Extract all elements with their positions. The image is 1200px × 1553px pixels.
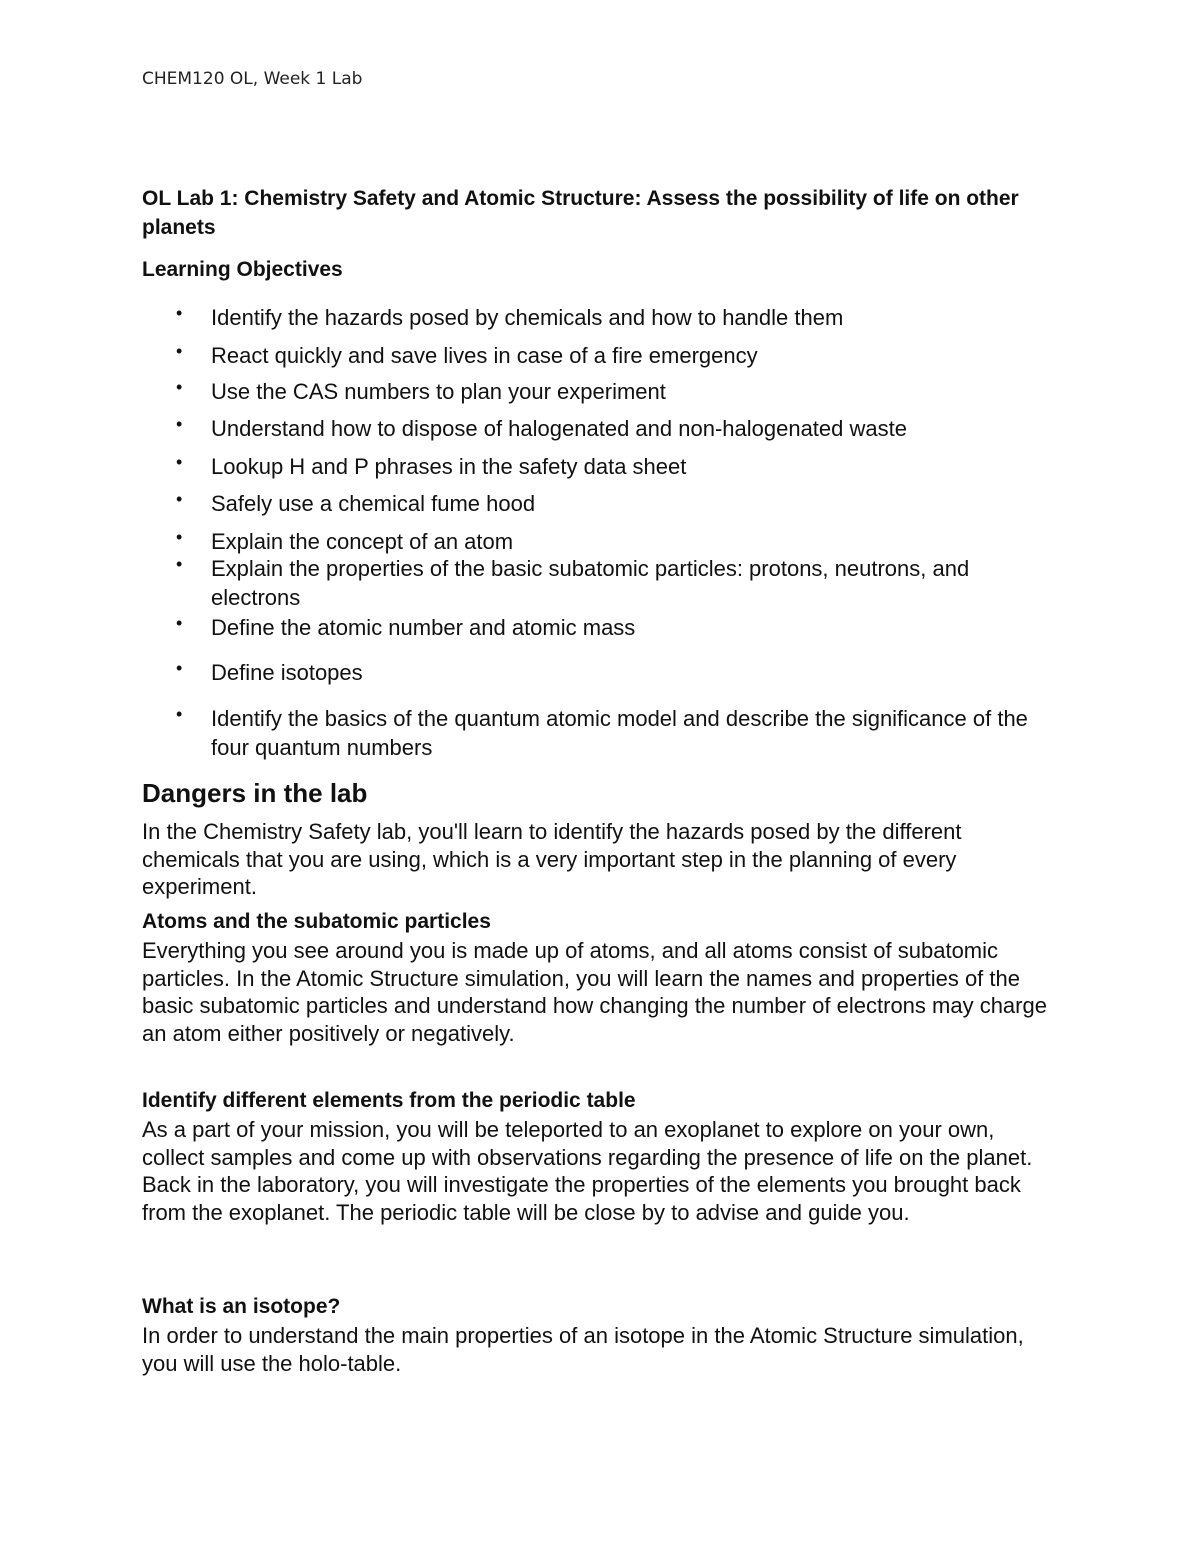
bullet-icon: • — [176, 613, 183, 633]
objective-text: Safely use a chemical fume hood — [211, 491, 536, 516]
objective-item — [176, 414, 1056, 443]
objective-text: Explain the concept of an atom — [211, 529, 514, 554]
isotope-paragraph: In order to understand the main properties of an isotope in the Atomic Structure simulation, you will use the holo-table. — [142, 1323, 1024, 1376]
page-header: CHEM120 OL, Week 1 Lab — [142, 69, 363, 89]
objective-text: Identify the hazards posed by chemicals and how to handle them — [211, 305, 844, 330]
objective-item — [176, 303, 1056, 332]
objective-text: Define the atomic number and atomic mass — [211, 615, 636, 640]
objective-item — [176, 658, 1056, 687]
bullet-icon: • — [176, 704, 183, 724]
learning-objectives-heading: Learning Objectives — [142, 258, 343, 281]
objective-item — [176, 554, 1056, 612]
objective-text: Understand how to dispose of halogenated and non-halogenated waste — [211, 416, 907, 441]
elements-paragraph: As a part of your mission, you will be teleported to an exoplanet to explore on your own, collect samples and come up with observations regarding the presence of life on the planet. Back in the laboratory, you will investigate the properties of the elements you brought back from the exoplanet. The periodic table will be close by to advise and guide you. — [142, 1117, 1033, 1225]
objective-text: Identify the basics of the quantum atomic model and describe the significance of the four quantum numbers — [211, 706, 1028, 760]
objective-item — [176, 613, 1056, 642]
objective-item — [176, 341, 1056, 370]
dangers-paragraph: In the Chemistry Safety lab, you'll learn to identify the hazards posed by the different chemicals that you are using, which is a very important step in the planning of every experiment. — [142, 819, 962, 899]
objective-text: Explain the properties of the basic subatomic particles: protons, neutrons, and electrons — [211, 556, 970, 610]
objective-text: Lookup H and P phrases in the safety data sheet — [211, 454, 687, 479]
objective-item — [176, 527, 1056, 556]
isotope-heading: What is an isotope? — [142, 1295, 341, 1318]
atoms-paragraph: Everything you see around you is made up of atoms, and all atoms consist of subatomic particles. In the Atomic Structure simulation, you will learn the names and properties of the basic subatomic particles and understand how changing the number of electrons may charge an atom either positively or negatively. — [142, 938, 1047, 1046]
document-title: OL Lab 1: Chemistry Safety and Atomic Structure: Assess the possibility of life on other planets — [142, 187, 1019, 239]
objective-item — [176, 704, 1056, 762]
bullet-icon: • — [176, 489, 183, 509]
elements-heading: Identify different elements from the periodic table — [142, 1089, 636, 1112]
bullet-icon: • — [176, 414, 183, 434]
bullet-icon: • — [176, 341, 183, 361]
objective-item — [176, 489, 1056, 518]
bullet-icon: • — [176, 452, 183, 472]
bullet-icon: • — [176, 527, 183, 547]
objective-item — [176, 452, 1056, 481]
objective-text: Define isotopes — [211, 660, 363, 685]
objective-text: Use the CAS numbers to plan your experiment — [211, 379, 666, 404]
dangers-heading: Dangers in the lab — [142, 778, 368, 808]
atoms-heading: Atoms and the subatomic particles — [142, 910, 491, 933]
bullet-icon: • — [176, 554, 183, 574]
bullet-icon: • — [176, 658, 183, 678]
objective-item — [176, 377, 1056, 406]
bullet-icon: • — [176, 377, 183, 397]
bullet-icon: • — [176, 303, 183, 323]
objective-text: React quickly and save lives in case of a fire emergency — [211, 343, 758, 368]
